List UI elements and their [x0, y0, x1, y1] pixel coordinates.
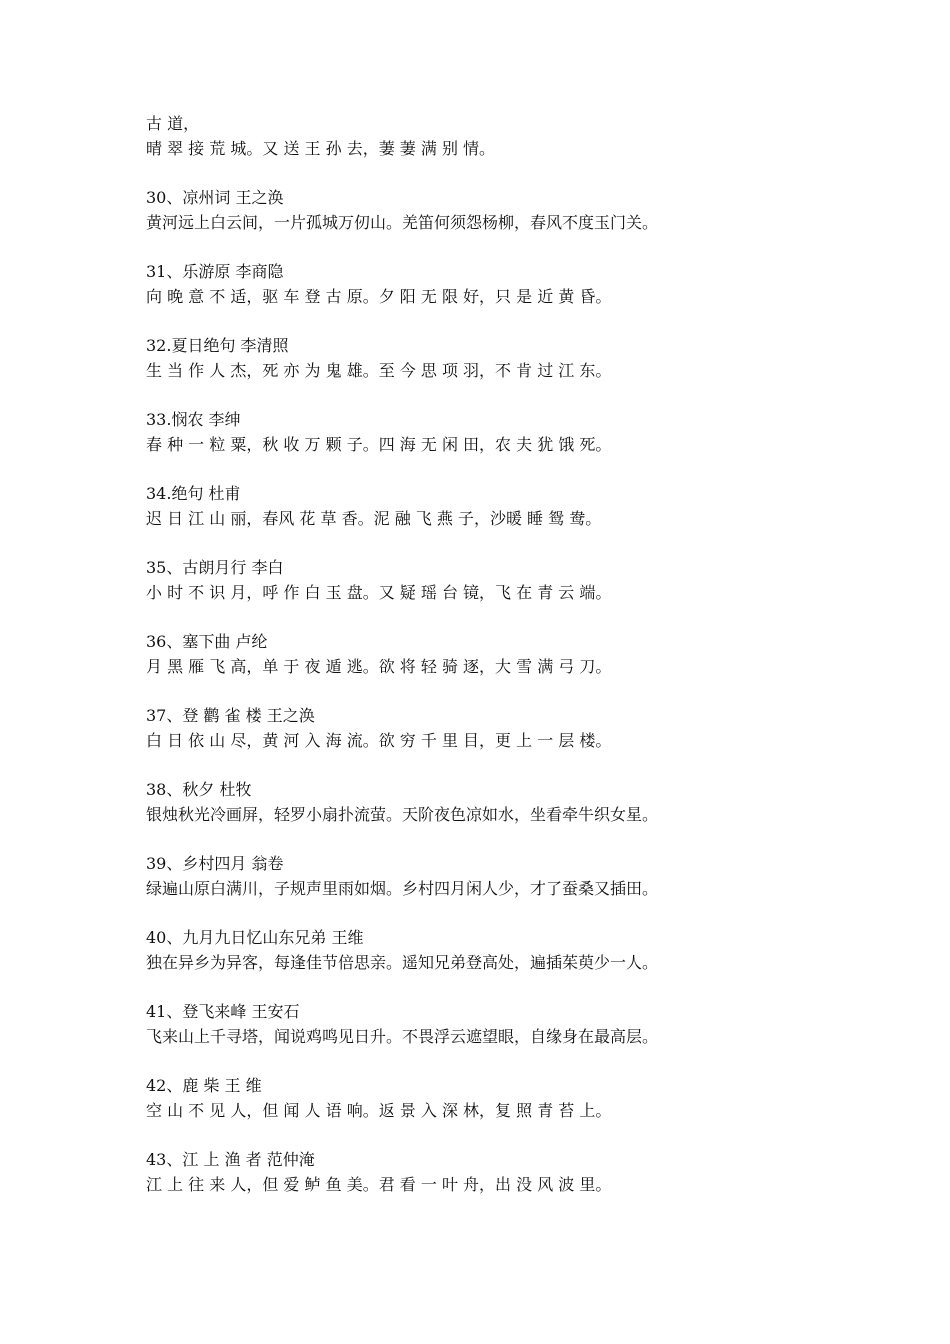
poem-31	[146, 262, 826, 307]
poem-title: 40、九月九日忆山东兄弟 王维	[146, 928, 364, 947]
poem-verse: 空 山 不 见 人，但 闻 人 语 响。返 景 入 深 林，复 照 青 苔 上。	[146, 1101, 612, 1120]
poem-verse: 向 晚 意 不 适，驱 车 登 古 原。夕 阳 无 限 好，只 是 近 黄 昏。	[146, 287, 612, 306]
poem-35	[146, 558, 826, 603]
poem-title: 43、江 上 渔 者 范仲淹	[146, 1150, 315, 1169]
poem-33	[146, 410, 826, 455]
poem-43	[146, 1150, 826, 1195]
poem-verse: 江 上 往 来 人，但 爱 鲈 鱼 美。君 看 一 叶 舟，出 没 风 波 里。	[146, 1175, 612, 1194]
poem-verse: 迟 日 江 山 丽，春风 花 草 香。泥 融 飞 燕 子，沙暖 睡 鸳 鸯。	[146, 509, 602, 528]
poem-verse: 生 当 作 人 杰，死 亦 为 鬼 雄。至 今 思 项 羽，不 肯 过 江 东。	[146, 361, 612, 380]
poem-verse: 银烛秋光冷画屏，轻罗小扇扑流萤。天阶夜色凉如水，坐看牵牛织女星。	[146, 805, 659, 824]
poem-verse: 黄河远上白云间，一片孤城万仞山。羌笛何须怨杨柳，春风不度玉门关。	[146, 213, 659, 232]
poem-title: 30、凉州词 王之涣	[146, 188, 284, 207]
poem-title: 39、乡村四月 翁卷	[146, 854, 284, 873]
poem-38	[146, 780, 826, 825]
poem-verse: 独在异乡为异客，每逢佳节倍思亲。遥知兄弟登高处，遍插茱萸少一人。	[146, 953, 659, 972]
poem-verse: 小 时 不 识 月，呼 作 白 玉 盘。又 疑 瑶 台 镜，飞 在 青 云 端。	[146, 583, 612, 602]
poem-verse: 绿遍山原白满川，子规声里雨如烟。乡村四月闲人少，才了蚕桑又插田。	[146, 879, 659, 898]
poem-title: 38、秋夕 杜牧	[146, 780, 252, 799]
document-page	[146, 114, 826, 1224]
fragment-line-1: 古 道，	[146, 114, 200, 133]
poem-title: 33.悯农 李绅	[146, 410, 241, 429]
poem-fragment	[146, 114, 826, 159]
poem-42	[146, 1076, 826, 1121]
poem-39	[146, 854, 826, 899]
poem-verse: 春 种 一 粒 粟，秋 收 万 颗 子。四 海 无 闲 田，农 夫 犹 饿 死。	[146, 435, 612, 454]
poem-30	[146, 188, 826, 233]
poem-36	[146, 632, 826, 677]
poem-verse: 月 黑 雁 飞 高，单 于 夜 遁 逃。欲 将 轻 骑 逐，大 雪 满 弓 刀。	[146, 657, 612, 676]
poem-32	[146, 336, 826, 381]
poem-title: 36、塞下曲 卢纶	[146, 632, 268, 651]
poem-title: 42、鹿 柴 王 维	[146, 1076, 262, 1095]
poem-40	[146, 928, 826, 973]
poem-title: 37、登 鹳 雀 楼 王之涣	[146, 706, 315, 725]
poem-title: 34.绝句 杜甫	[146, 484, 241, 503]
poem-37	[146, 706, 826, 751]
poem-verse: 飞来山上千寻塔，闻说鸡鸣见日升。不畏浮云遮望眼，自缘身在最高层。	[146, 1027, 659, 1046]
poem-title: 31、乐游原 李商隐	[146, 262, 284, 281]
poem-title: 32.夏日绝句 李清照	[146, 336, 289, 355]
poem-34	[146, 484, 826, 529]
poem-verse: 白 日 依 山 尽，黄 河 入 海 流。欲 穷 千 里 目，更 上 一 层 楼。	[146, 731, 612, 750]
poem-title: 35、古朗月行 李白	[146, 558, 284, 577]
fragment-line-2: 晴 翠 接 荒 城。又 送 王 孙 去，萋 萋 满 别 情。	[146, 139, 496, 158]
poem-title: 41、登飞来峰 王安石	[146, 1002, 300, 1021]
poem-41	[146, 1002, 826, 1047]
